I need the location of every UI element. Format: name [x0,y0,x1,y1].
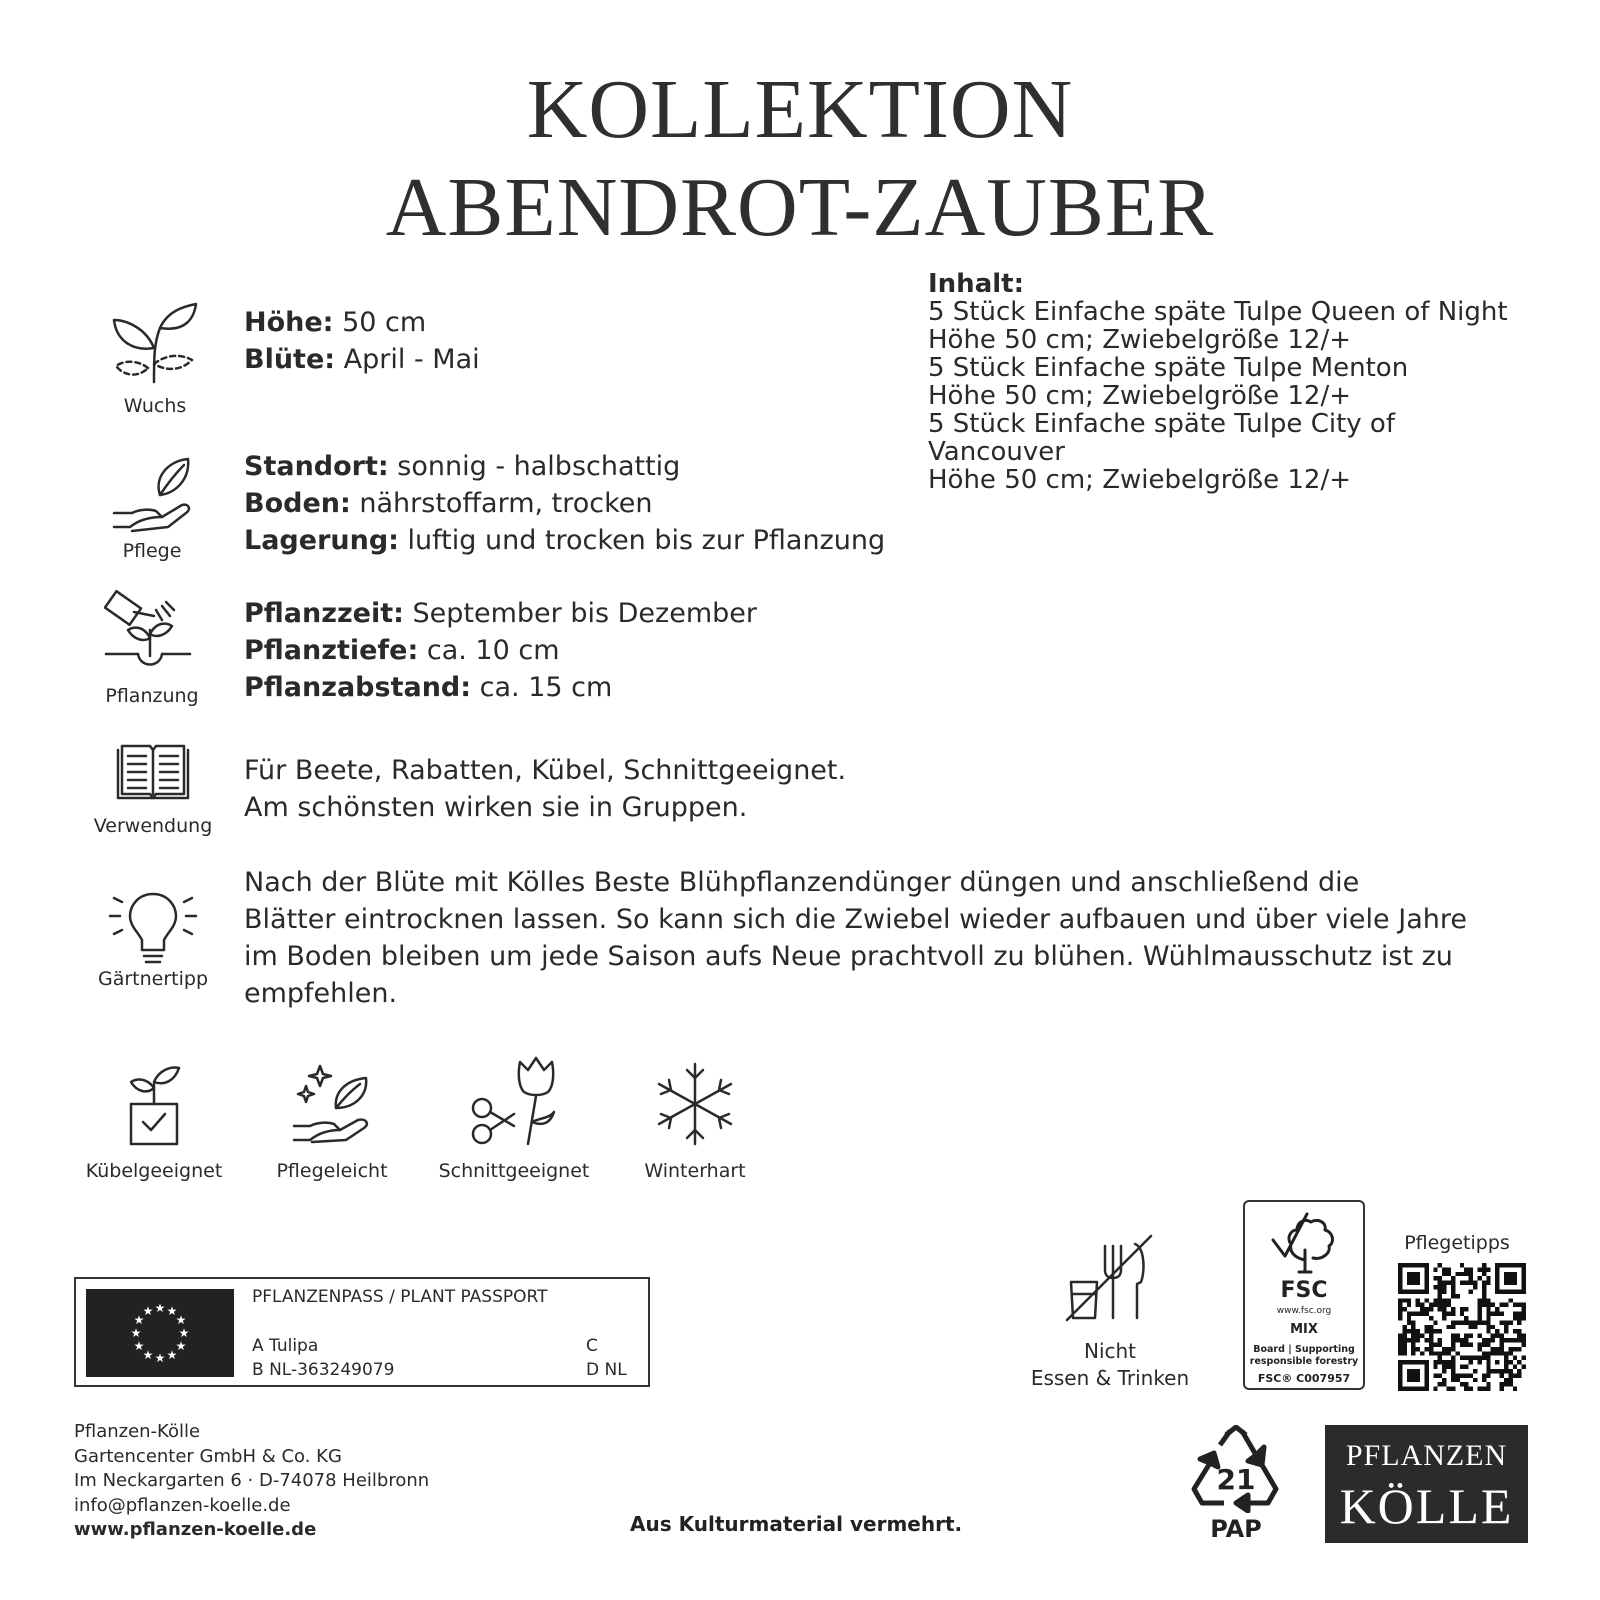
svg-text:★: ★ [142,1304,154,1318]
website-link[interactable]: www.pflanzen-koelle.de [74,1519,317,1540]
fsc-desc-2: responsible forestry [1249,1356,1359,1367]
pflanztiefe-key: Pflanztiefe: [244,635,419,666]
icon-label-gaertnertipp: Gärtnertipp [97,968,209,990]
icon-label-wuchs: Wuchs [123,395,187,417]
origin-note: Aus Kulturmaterial vermehrt. [630,1512,963,1536]
icon-label-pflanzung: Pflanzung [105,685,199,707]
fsc-label [1243,1200,1365,1390]
no-food-drink-icon [1065,1232,1155,1322]
pflanzzeit-key: Pflanzzeit: [244,598,404,629]
standort-key: Standort: [244,451,389,482]
standort-value: sonnig - halbschattig [388,451,681,482]
eu-flag [86,1289,234,1377]
passport-a: A Tulipa [252,1336,319,1356]
inhalt-line: Höhe 50 cm; Zwiebelgröße 12/+ [928,381,1352,411]
svg-text:★: ★ [175,1339,187,1353]
hand-leaf-icon [110,455,194,535]
passport-title: PFLANZENPASS / PLANT PASSPORT [252,1287,548,1307]
svg-text:★: ★ [166,1304,178,1318]
address-line-3: Im Neckargarten 6 · D-74078 Heilbronn [74,1470,430,1491]
pflanzzeit-value: September bis Dezember [403,598,757,629]
warning-line-1: Nicht [1083,1339,1137,1363]
address-line-2: Gartencenter GmbH & Co. KG [74,1445,342,1467]
bluete-key: Blüte: [244,344,336,375]
qr-label: Pflegetipps [1404,1232,1510,1254]
passport-d: D NL [586,1360,627,1380]
snowflake-icon [655,1062,735,1146]
feature-label-winterhart: Winterhart [644,1160,746,1182]
boden-value: nährstoffarm, trocken [350,488,653,519]
open-book-icon [114,742,192,806]
feature-label-schnitt: Schnittgeeignet [438,1160,590,1182]
recycling-number: 21 [1216,1463,1256,1496]
feature-label-kuebel: Kübelgeeignet [85,1160,223,1182]
passport-c: C [586,1336,598,1356]
scissors-tulip-icon [470,1052,558,1146]
svg-text:★: ★ [178,1326,190,1340]
lagerung-key: Lagerung: [244,525,399,556]
brand-line-1: PFLANZEN [1345,1439,1508,1472]
svg-text:★: ★ [133,1339,145,1353]
inhalt-line: Höhe 50 cm; Zwiebelgröße 12/+ [928,325,1352,355]
fsc-desc-1: Board | Supporting [1253,1344,1355,1355]
svg-text:★: ★ [166,1348,178,1362]
inhalt-line: 5 Stück Einfache späte Tulpe City of [928,409,1395,439]
gaertnertipp-info [244,864,1467,1012]
fsc-mix: MIX [1290,1322,1318,1337]
svg-text:★: ★ [175,1313,187,1327]
fsc-name: FSC [1280,1278,1328,1303]
pflege-info [244,448,885,559]
warning-text [1020,1338,1200,1392]
verwendung-line-1: Für Beete, Rabatten, Kübel, Schnittgeeignet. [244,755,847,786]
address-line-1: Pflanzen-Kölle [74,1421,201,1442]
pflanzabstand-key: Pflanzabstand: [244,672,472,703]
tipp-line-3: im Boden bleiben um jede Saison aufs Neue prachtvoll zu blühen. Wühlmausschutz ist zu [244,941,1453,972]
plant-growth-icon [108,298,198,386]
fsc-code: FSC® C007957 [1257,1372,1351,1385]
icon-label-verwendung: Verwendung [93,815,213,837]
recycling-material: PAP [1210,1515,1262,1543]
verwendung-info [244,752,846,826]
wuchs-info [244,304,480,378]
svg-text:★: ★ [154,1301,166,1315]
hand-sparkle-leaf-icon [290,1062,374,1144]
bluete-value: April - Mai [335,344,480,375]
boden-key: Boden: [244,488,351,519]
svg-text:★: ★ [130,1326,142,1340]
page-title-line1: KOLLEKTION [526,63,1074,156]
pflanzung-info [244,595,757,706]
company-address [74,1420,429,1543]
fsc-desc [1245,1344,1363,1368]
svg-text:★: ★ [142,1348,154,1362]
tipp-line-1: Nach der Blüte mit Kölles Beste Blühpflanzendünger düngen und anschließend die [244,867,1360,898]
pflanzabstand-value: ca. 15 cm [471,672,613,703]
inhalt-line: 5 Stück Einfache späte Tulpe Menton [928,353,1409,383]
hoehe-key: Höhe: [244,307,334,338]
tipp-line-4: empfehlen. [244,978,398,1009]
plant-passport [74,1277,650,1387]
svg-text:★: ★ [154,1351,166,1365]
feature-label-pflegeleicht: Pflegeleicht [276,1160,388,1182]
lagerung-value: luftig und trocken bis zur Pflanzung [398,525,886,556]
fsc-tree-icon [1265,1210,1345,1280]
watering-can-sprout-icon [104,590,194,676]
qr-code-icon[interactable] [1398,1263,1526,1391]
fsc-url: www.fsc.org [1276,1306,1332,1316]
brand-line-2: KÖLLE [1339,1478,1514,1534]
hoehe-value: 50 cm [333,307,427,338]
pot-check-icon [125,1060,183,1146]
inhalt-line: 5 Stück Einfache späte Tulpe Queen of Night [928,297,1508,327]
email-link[interactable]: info@pflanzen-koelle.de [74,1494,291,1516]
inhalt-block [928,270,1508,494]
icon-label-pflege: Pflege [122,540,182,562]
eu-stars-icon [86,1289,234,1377]
inhalt-line: Vancouver [928,437,1065,467]
pflanztiefe-value: ca. 10 cm [418,635,560,666]
svg-text:★: ★ [133,1313,145,1327]
page-title-line2: ABENDROT-ZAUBER [385,161,1215,254]
inhalt-heading: Inhalt: [928,269,1024,299]
warning-line-2: Essen & Trinken [1030,1366,1190,1390]
tipp-line-2: Blätter eintrocknen lassen. So kann sich die Zwiebel wieder aufbauen und über viele Jahre [244,904,1467,935]
lightbulb-icon [108,888,198,970]
verwendung-line-2: Am schönsten wirken sie in Gruppen. [244,792,748,823]
passport-b: B NL-363249079 [252,1360,395,1380]
brand-logo [1325,1425,1528,1543]
inhalt-line: Höhe 50 cm; Zwiebelgröße 12/+ [928,465,1352,495]
